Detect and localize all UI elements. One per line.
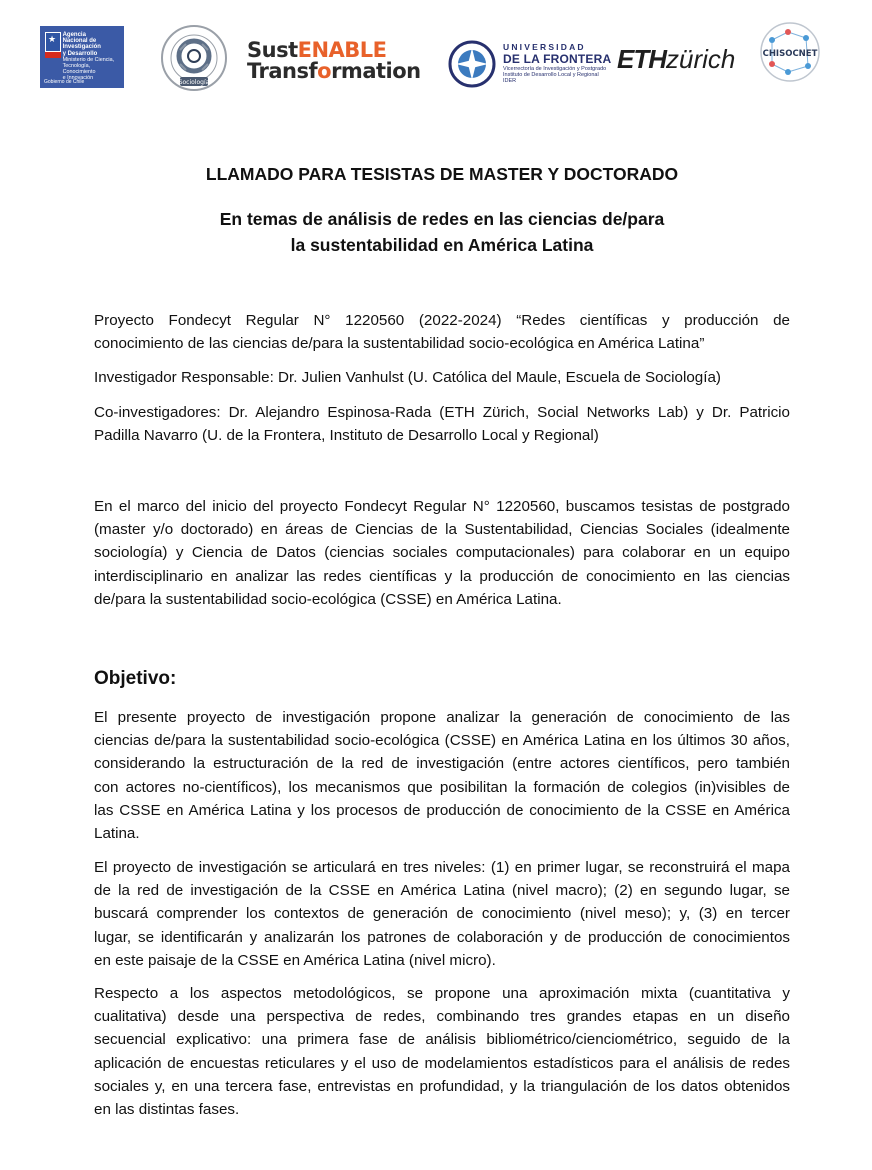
anid-name-3: Investigación [62,44,101,51]
chile-flag-icon: ★ [40,26,63,88]
ufro-logo [447,40,612,88]
intro-paragraph [94,495,790,611]
objective-heading: Objetivo: [94,668,177,689]
text-line: sociales y, en una tercera fase, entrevistas en profundidad, y la triangulación de los datos obtenidos [94,1077,790,1095]
text-line: de la red de investigación de la CSSE en América Latina (nivel macro); (2) en segundo lugar, se [94,882,790,900]
objective-paragraph-1 [94,706,790,845]
ufro-line3: Vicerrectoría de Investigación y Postgrado [503,66,607,72]
text-line: considerando la estructuración de la red de investigación (entre actores científicos, pero también [94,755,790,773]
text-line: aplicación de encuestas reticulares y el uso de modelamientos estadísticos para el análisis de redes [94,1054,790,1072]
ufro-line5: IDER [503,78,517,84]
text-line: Proyecto Fondecyt Regular N° 1220560 (2022-2024) “Redes científicas y producción de [94,312,790,329]
anid-logo [40,26,124,88]
sust-text-2c: rmation [331,59,421,83]
text-line: En el marco del inicio del proyecto Fondecyt Regular N° 1220560, buscamos tesistas de postgrado [94,498,790,515]
text-line: Co-investigadores: Dr. Alejandro Espinosa-Rada (ETH Zürich, Social Networks Lab) y Dr. Patricio [94,404,790,421]
text-line: buscará comprender los contextos de generación de conocimiento (nivel meso); y, (3) en tercer [94,905,790,923]
objective-paragraph-3 [94,982,790,1121]
anid-ministry-3: e Innovación [62,75,94,82]
text-line: Padilla Navarro (U. de la Frontera, Instituto de Desarrollo Local y Regional) [94,427,599,445]
text-line: en las distintas fases. [94,1100,240,1118]
ucm-sociologia-logo [160,24,228,92]
anid-ministry-2: Tecnología, Conocimiento [62,63,96,76]
text-line: en este paisaje de la CSSE en América Latina (nivel micro). [94,951,496,969]
text-line: conocimiento de las ciencias de/para la sustentabilidad socio-ecológica en América Latina” [94,335,705,353]
text-line: las CSSE en América Latina y los procesos de producción de conocimiento de la CSSE en América [94,801,790,819]
text-line: El presente proyecto de investigación propone analizar la generación de conocimiento de las [94,709,790,726]
text-line: secuencial explicativo: una primera fase de análisis bibliométrico/cienciométrico, seguido de la [94,1031,790,1049]
logo-strip [0,0,872,120]
ufro-line2: DE LA FRONTERA [503,52,612,66]
text-line: Investigador Responsable: Dr. Julien Vanhulst (U. Católica del Maule, Escuela de Sociología) [94,369,721,386]
page-subtitle [94,206,790,258]
eth-bold: ETH [617,44,666,74]
sust-text-2b: o [317,59,332,83]
eth-italic: zürich [666,44,736,74]
chisocnet-logo [758,20,822,84]
text-line: ciencias de/para la sustentabilidad socio-ecológica (CSSE) en América Latina en los últimos 30 años, [94,732,790,750]
chisocnet-label: CHISOCNET [762,49,818,59]
anid-name-4: y Desarrollo [62,50,98,57]
anid-government: Gobierno de Chile [44,79,85,85]
text-line: interdisciplinario en analizar las redes científicas y la producción de conocimiento en las ciencias [94,567,790,585]
text-line: Respecto a los aspectos metodológicos, se propone una aproximación mixta (cuantitativa y [94,985,790,1002]
text-line: de/para la sustentabilidad socio-ecológica (CSSE) en América Latina. [94,590,562,608]
objective-paragraph-2 [94,856,790,972]
text-line: sociología) y Ciencia de Datos (ciencias sociales computacionales) para colaborar en un equipo [94,544,790,562]
subtitle-line: la sustentabilidad en América Latina [290,235,594,255]
text-line: cualitativa) desde una perspectiva de redes, combinando tres grandes etapas en un diseño [94,1008,790,1026]
page-title: LLAMADO PARA TESISTAS DE MASTER Y DOCTORADO [205,164,679,184]
chisocnet-network-icon [758,20,822,84]
text-line: con actores no-científicos), los mecanismos que posibilitan la formación de colegios (in)visibles de [94,778,790,796]
coinvestigators-paragraph [94,401,790,447]
text-line: (master y/o doctorado) en áreas de Ciencias de la Sustentabilidad, Ciencias Sociales (idealmente [94,521,790,539]
anid-name-2: Nacional de [62,38,97,45]
text-line: Latina. [94,824,140,842]
text-line: El proyecto de investigación se articulará en tres niveles: (1) en primer lugar, se reconstruirá el mapa [94,859,790,876]
eth-zurich-logo [617,44,737,76]
sustenable-transformation-logo [247,40,429,84]
investigator-paragraph [94,366,790,389]
ufro-emblem-icon [447,40,497,88]
project-paragraph [94,309,790,355]
sust-text-1a: Sust [247,38,298,62]
text-line: lugar, se identificarán y analizarán los patrones de colaboración y de producción de conocimientos [94,928,790,946]
ucm-seal-icon [160,24,228,92]
subtitle-line: En temas de análisis de redes en las ciencias de/para [219,209,665,229]
anid-ministry-1: Ministerio de Ciencia, [62,56,115,63]
ufro-line1: UNIVERSIDAD [503,42,586,52]
ufro-line4: Instituto de Desarrollo Local y Regional [503,72,599,78]
anid-name-1: Agencia [62,32,86,38]
ucm-label: Sociología [178,79,210,86]
sust-text-1b: ENABLE [297,38,387,62]
sust-text-2a: Transf [247,59,318,83]
